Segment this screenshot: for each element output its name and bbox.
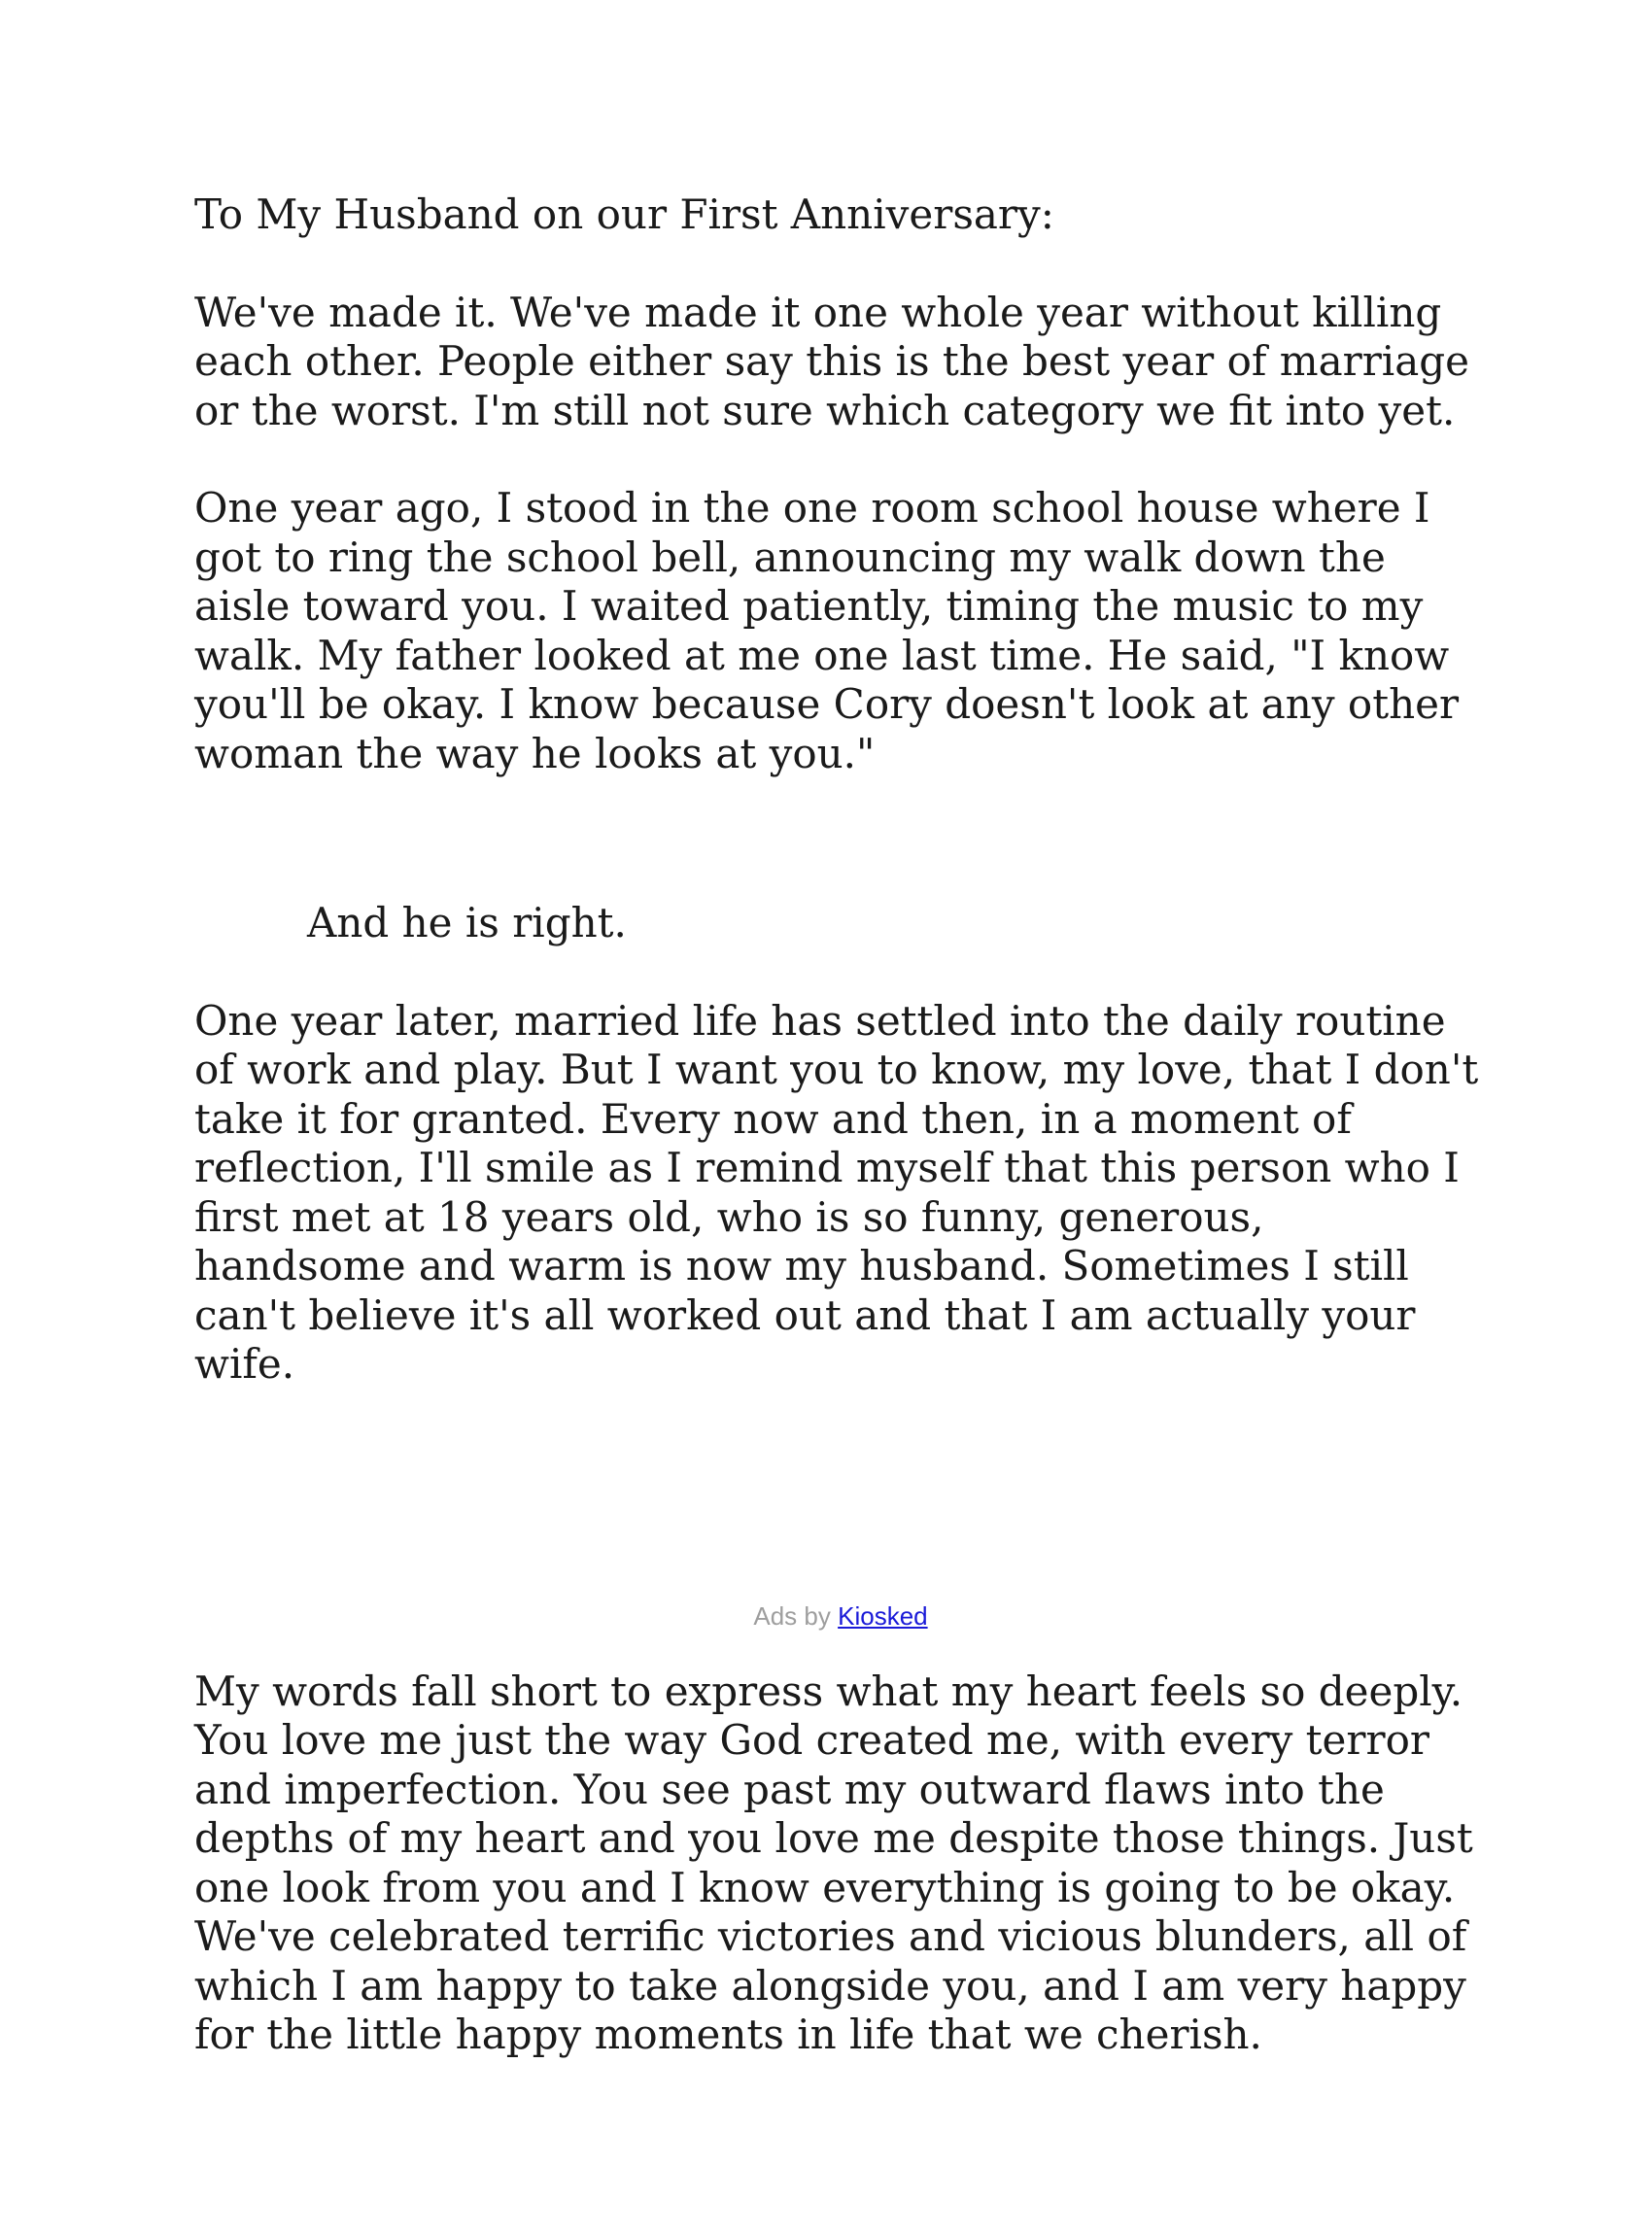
letter-document xyxy=(194,190,1487,2060)
kiosked-link[interactable]: Kiosked xyxy=(838,1600,928,1631)
ads-prefix: Ads by xyxy=(753,1600,831,1631)
paragraph-one: We've made it. We've made it one whole year without killing each other. People either say this is the best year of marriage or the worst. I'm still not sure which category we fit into yet. xyxy=(194,288,1469,434)
indented-aside: And he is right. xyxy=(307,899,627,946)
paragraph-four: My words fall short to express what my heart feels so deeply. You love me just the way God created me, with every terror and imperfection. You see past my outward flaws into the depths of my heart and you love me despite those things. Just one look from you and I know everything is going to be okay. We've celebrated terrific victories and vicious blunders, all of which I am happy to take alongside you, and I am very happy for the little happy moments in life that we cherish. xyxy=(194,1667,1473,2058)
letter-heading: To My Husband on our First Anniversary: xyxy=(194,190,1054,238)
paragraph-three: One year later, married life has settled into the daily routine of work and play. But I want you to know, my love, that I don't take it for granted. Every now and then, in a moment of reflection, I'll smile as I remind myself that this person who I first met at 18 years old, who is so funny, generous, handsome and warm is now my husband. Sometimes I still can't believe it's all worked out and that I am actually your wife. xyxy=(194,996,1479,1388)
paragraph-two: One year ago, I stood in the one room school house where I got to ring the school bell, announcing my walk down the aisle toward you. I waited patiently, timing the music to my walk. My father looked at me one last time. He said, "I know you'll be okay. I know because Cory doesn't look at any other woman the way he looks at you." xyxy=(194,484,1460,777)
ads-attribution xyxy=(194,1601,1487,1631)
